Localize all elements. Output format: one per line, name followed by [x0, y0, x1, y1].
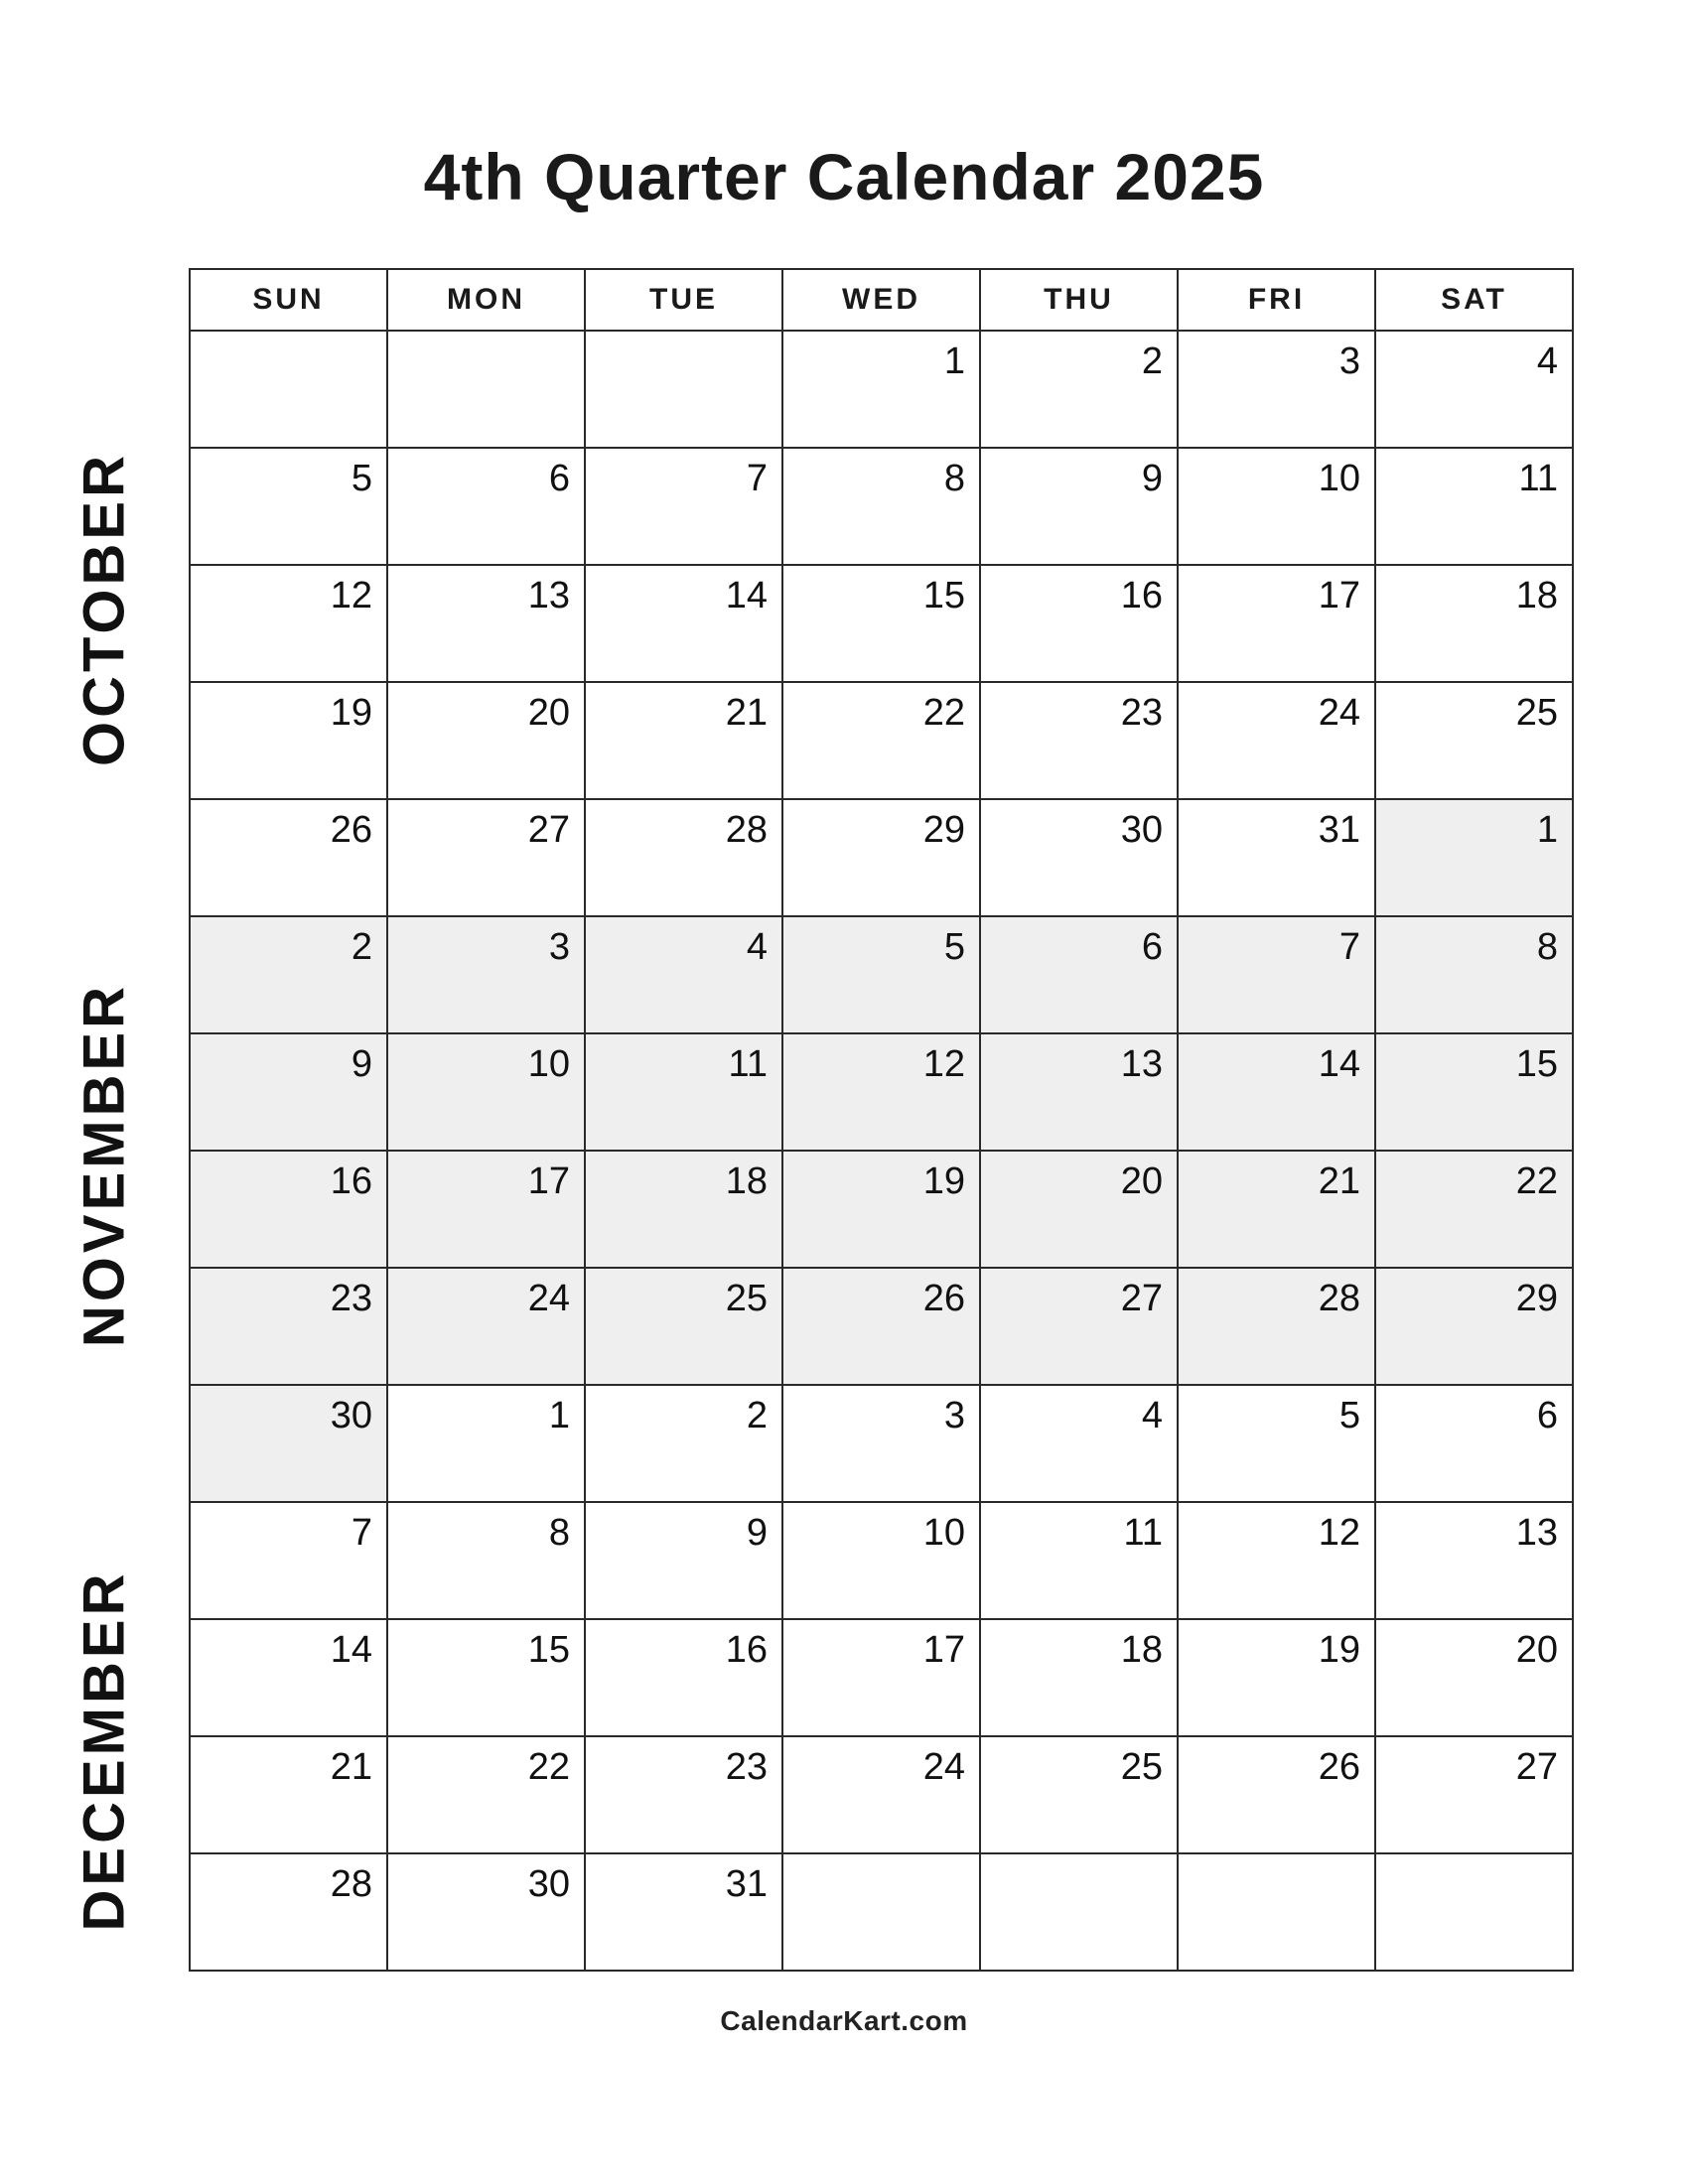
weekday-header-cell: SAT [1376, 270, 1574, 332]
calendar-day-cell[interactable] [1179, 1269, 1376, 1386]
day-number: 5 [351, 458, 372, 499]
calendar-day-cell[interactable] [191, 1269, 388, 1386]
day-number: 23 [1120, 692, 1163, 734]
calendar-day-cell[interactable] [586, 1034, 783, 1152]
day-number: 16 [330, 1160, 372, 1202]
day-number: 13 [527, 575, 570, 616]
calendar-day-cell[interactable] [981, 1854, 1179, 1972]
calendar-week-row [191, 917, 1574, 1034]
calendar-week-row [191, 449, 1574, 566]
day-number: 26 [1318, 1746, 1360, 1788]
day-number: 18 [1515, 575, 1558, 616]
calendar-week-row [191, 332, 1574, 449]
day-number: 30 [1120, 809, 1163, 851]
day-number: 21 [725, 692, 768, 734]
calendar-week-row [191, 1386, 1574, 1503]
day-number: 3 [943, 1395, 965, 1436]
day-number: 11 [728, 1043, 768, 1085]
calendar-day-cell[interactable] [783, 800, 981, 917]
calendar-day-cell[interactable] [191, 1034, 388, 1152]
calendar-day-cell[interactable] [586, 1152, 783, 1269]
day-number: 13 [1120, 1043, 1163, 1085]
calendar-day-cell[interactable] [783, 1034, 981, 1152]
calendar-day-cell[interactable] [388, 1386, 586, 1503]
day-number: 26 [330, 809, 372, 851]
day-number: 28 [330, 1863, 372, 1905]
weekday-header-cell: MON [388, 270, 586, 332]
day-number: 27 [527, 809, 570, 851]
day-number: 3 [1338, 341, 1360, 382]
day-number: 21 [330, 1746, 372, 1788]
day-number: 17 [527, 1160, 570, 1202]
calendar-day-cell[interactable] [1179, 449, 1376, 566]
calendar-day-cell[interactable] [783, 1854, 981, 1972]
calendar-day-cell[interactable] [783, 1503, 981, 1620]
day-number: 26 [922, 1278, 965, 1319]
calendar-day-cell[interactable] [981, 1152, 1179, 1269]
calendar-day-cell[interactable] [388, 1034, 586, 1152]
day-number: 9 [1141, 458, 1163, 499]
day-number: 20 [1515, 1629, 1558, 1671]
day-number: 11 [1518, 458, 1558, 499]
weekday-header-cell: WED [783, 270, 981, 332]
calendar-day-cell[interactable] [1376, 1386, 1574, 1503]
day-number: 23 [725, 1746, 768, 1788]
day-number: 25 [725, 1278, 768, 1319]
calendar-day-cell[interactable] [1179, 1152, 1376, 1269]
day-number: 10 [527, 1043, 570, 1085]
calendar-day-cell[interactable] [586, 1620, 783, 1737]
calendar-week-row [191, 566, 1574, 683]
calendar-day-cell[interactable] [1376, 332, 1574, 449]
calendar-day-cell[interactable] [191, 683, 388, 800]
calendar-day-cell[interactable] [191, 449, 388, 566]
calendar-day-cell[interactable] [1376, 1503, 1574, 1620]
day-number: 15 [922, 575, 965, 616]
calendar-week-row [191, 800, 1574, 917]
day-number: 2 [1141, 341, 1163, 382]
calendar-day-cell[interactable] [783, 1386, 981, 1503]
calendar-day-cell[interactable] [981, 917, 1179, 1034]
calendar-day-cell[interactable] [981, 800, 1179, 917]
calendar-day-cell[interactable] [981, 566, 1179, 683]
day-number: 21 [1318, 1160, 1360, 1202]
calendar-day-cell[interactable] [191, 1620, 388, 1737]
calendar-day-cell[interactable] [783, 1152, 981, 1269]
day-number: 1 [1536, 809, 1558, 851]
calendar-day-cell[interactable] [388, 332, 586, 449]
day-number: 4 [746, 926, 768, 968]
day-number: 5 [1338, 1395, 1360, 1436]
footer-brand: CalendarKart.com [720, 2005, 968, 2036]
calendar-day-cell[interactable] [191, 800, 388, 917]
calendar-day-cell[interactable] [1376, 683, 1574, 800]
day-number: 16 [725, 1629, 768, 1671]
day-number: 10 [922, 1512, 965, 1554]
calendar-day-cell[interactable] [191, 1854, 388, 1972]
day-number: 20 [1120, 1160, 1163, 1202]
day-number: 19 [330, 692, 372, 734]
calendar-day-cell[interactable] [1376, 1034, 1574, 1152]
day-number: 27 [1515, 1746, 1558, 1788]
day-number: 14 [330, 1629, 372, 1671]
day-number: 29 [922, 809, 965, 851]
day-number: 25 [1120, 1746, 1163, 1788]
calendar-day-cell[interactable] [783, 917, 981, 1034]
day-number: 7 [1338, 926, 1360, 968]
day-number: 12 [330, 575, 372, 616]
calendar-day-cell[interactable] [191, 917, 388, 1034]
day-number: 1 [943, 341, 965, 382]
calendar-day-cell[interactable] [586, 800, 783, 917]
day-number: 4 [1141, 1395, 1163, 1436]
calendar-day-cell[interactable] [1179, 917, 1376, 1034]
day-number: 7 [351, 1512, 372, 1554]
day-number: 12 [922, 1043, 965, 1085]
calendar-day-cell[interactable] [981, 449, 1179, 566]
calendar-day-cell[interactable] [586, 1737, 783, 1854]
day-number: 22 [1515, 1160, 1558, 1202]
day-number: 24 [1318, 692, 1360, 734]
calendar-day-cell[interactable] [191, 566, 388, 683]
calendar-day-cell[interactable] [1376, 800, 1574, 917]
day-number: 8 [1536, 926, 1558, 968]
calendar-day-cell[interactable] [1179, 1386, 1376, 1503]
day-number: 3 [548, 926, 570, 968]
day-number: 6 [548, 458, 570, 499]
day-number: 19 [922, 1160, 965, 1202]
day-number: 6 [1536, 1395, 1558, 1436]
day-number: 4 [1536, 341, 1558, 382]
calendar-day-cell[interactable] [1179, 1503, 1376, 1620]
calendar-day-cell[interactable] [388, 1269, 586, 1386]
day-number: 14 [1318, 1043, 1360, 1085]
calendar-day-cell[interactable] [388, 1503, 586, 1620]
calendar-day-cell[interactable] [1179, 332, 1376, 449]
calendar-day-cell[interactable] [1376, 1737, 1574, 1854]
calendar-day-cell[interactable] [981, 332, 1179, 449]
day-number: 7 [746, 458, 768, 499]
calendar-day-cell[interactable] [586, 917, 783, 1034]
day-number: 2 [351, 926, 372, 968]
calendar-grid [189, 268, 1574, 1972]
day-number: 30 [330, 1395, 372, 1436]
calendar-day-cell[interactable] [981, 1269, 1179, 1386]
calendar-day-cell[interactable] [586, 1269, 783, 1386]
day-number: 6 [1141, 926, 1163, 968]
weekday-header-cell: SUN [191, 270, 388, 332]
day-number: 27 [1120, 1278, 1163, 1319]
calendar-day-cell[interactable] [783, 683, 981, 800]
calendar-day-cell[interactable] [1179, 1620, 1376, 1737]
calendar-day-cell[interactable] [981, 1737, 1179, 1854]
weekday-header-cell: FRI [1179, 270, 1376, 332]
calendar-day-cell[interactable] [981, 1503, 1179, 1620]
calendar-day-cell[interactable] [388, 1152, 586, 1269]
calendar-day-cell[interactable] [783, 1620, 981, 1737]
calendar-day-cell[interactable] [586, 332, 783, 449]
day-number: 31 [1318, 809, 1360, 851]
day-number: 29 [1515, 1278, 1558, 1319]
calendar-day-cell[interactable] [191, 332, 388, 449]
calendar-week-row [191, 1034, 1574, 1152]
calendar-day-cell[interactable] [1376, 566, 1574, 683]
calendar-week-row [191, 683, 1574, 800]
day-number: 25 [1515, 692, 1558, 734]
calendar-day-cell[interactable] [1179, 1034, 1376, 1152]
day-number: 13 [1515, 1512, 1558, 1554]
calendar-day-cell[interactable] [1376, 917, 1574, 1034]
calendar-day-cell[interactable] [783, 1737, 981, 1854]
calendar-day-cell[interactable] [1179, 1854, 1376, 1972]
calendar-week-row [191, 1620, 1574, 1737]
day-number: 31 [725, 1863, 768, 1905]
calendar-day-cell[interactable] [981, 1034, 1179, 1152]
calendar-weeks [191, 332, 1574, 1972]
weekday-header-cell: TUE [586, 270, 783, 332]
day-number: 2 [746, 1395, 768, 1436]
day-number: 15 [1515, 1043, 1558, 1085]
month-label-november: NOVEMBER [71, 982, 137, 1348]
calendar-day-cell[interactable] [388, 566, 586, 683]
month-label-december: DECEMBER [71, 1570, 137, 1932]
day-number: 5 [943, 926, 965, 968]
day-number: 1 [548, 1395, 570, 1436]
day-number: 17 [922, 1629, 965, 1671]
calendar-week-row [191, 1503, 1574, 1620]
calendar-day-cell[interactable] [191, 1503, 388, 1620]
day-number: 18 [1120, 1629, 1163, 1671]
calendar-day-cell[interactable] [1179, 1737, 1376, 1854]
calendar-day-cell[interactable] [783, 1269, 981, 1386]
day-number: 24 [922, 1746, 965, 1788]
calendar-day-cell[interactable] [1376, 1269, 1574, 1386]
calendar-day-cell[interactable] [586, 1503, 783, 1620]
day-number: 11 [1123, 1512, 1163, 1554]
day-number: 24 [527, 1278, 570, 1319]
calendar-week-row [191, 1269, 1574, 1386]
calendar-week-row [191, 1152, 1574, 1269]
calendar-day-cell[interactable] [388, 917, 586, 1034]
calendar-day-cell[interactable] [388, 1620, 586, 1737]
day-number: 22 [527, 1746, 570, 1788]
calendar-day-cell[interactable] [783, 332, 981, 449]
calendar-day-cell[interactable] [981, 1386, 1179, 1503]
calendar-day-cell[interactable] [191, 1737, 388, 1854]
day-number: 9 [351, 1043, 372, 1085]
calendar-week-row [191, 1737, 1574, 1854]
calendar-day-cell[interactable] [1376, 1620, 1574, 1737]
day-number: 10 [1318, 458, 1360, 499]
day-number: 16 [1120, 575, 1163, 616]
calendar-day-cell[interactable] [1179, 566, 1376, 683]
day-number: 23 [330, 1278, 372, 1319]
day-number: 12 [1318, 1512, 1360, 1554]
day-number: 28 [725, 809, 768, 851]
calendar-day-cell[interactable] [388, 800, 586, 917]
weekday-header-row [191, 270, 1574, 332]
calendar-day-cell[interactable] [388, 1737, 586, 1854]
calendar-day-cell[interactable] [191, 1152, 388, 1269]
page-title: 4th Quarter Calendar 2025 [423, 140, 1265, 213]
calendar-day-cell[interactable] [783, 566, 981, 683]
calendar-day-cell[interactable] [1376, 1152, 1574, 1269]
calendar-day-cell[interactable] [1179, 683, 1376, 800]
day-number: 20 [527, 692, 570, 734]
calendar-week-row [191, 1854, 1574, 1972]
day-number: 8 [943, 458, 965, 499]
day-number: 30 [527, 1863, 570, 1905]
day-number: 28 [1318, 1278, 1360, 1319]
calendar-day-cell[interactable] [388, 449, 586, 566]
day-number: 18 [725, 1160, 768, 1202]
calendar-day-cell[interactable] [783, 449, 981, 566]
day-number: 22 [922, 692, 965, 734]
day-number: 9 [746, 1512, 768, 1554]
calendar-day-cell[interactable] [388, 683, 586, 800]
day-number: 17 [1318, 575, 1360, 616]
calendar-day-cell[interactable] [586, 683, 783, 800]
calendar-day-cell[interactable] [981, 683, 1179, 800]
month-label-october: OCTOBER [71, 452, 137, 766]
calendar-day-cell[interactable] [1376, 449, 1574, 566]
month-labels-column [60, 338, 149, 1985]
calendar-day-cell[interactable] [586, 566, 783, 683]
calendar-day-cell[interactable] [981, 1620, 1179, 1737]
calendar-day-cell[interactable] [586, 1854, 783, 1972]
calendar-day-cell[interactable] [191, 1386, 388, 1503]
day-number: 15 [527, 1629, 570, 1671]
calendar-day-cell[interactable] [388, 1854, 586, 1972]
calendar-day-cell[interactable] [586, 449, 783, 566]
calendar-day-cell[interactable] [1179, 800, 1376, 917]
weekday-header-cell: THU [981, 270, 1179, 332]
calendar-day-cell[interactable] [586, 1386, 783, 1503]
calendar-day-cell[interactable] [1376, 1854, 1574, 1972]
day-number: 8 [548, 1512, 570, 1554]
day-number: 14 [725, 575, 768, 616]
day-number: 19 [1318, 1629, 1360, 1671]
